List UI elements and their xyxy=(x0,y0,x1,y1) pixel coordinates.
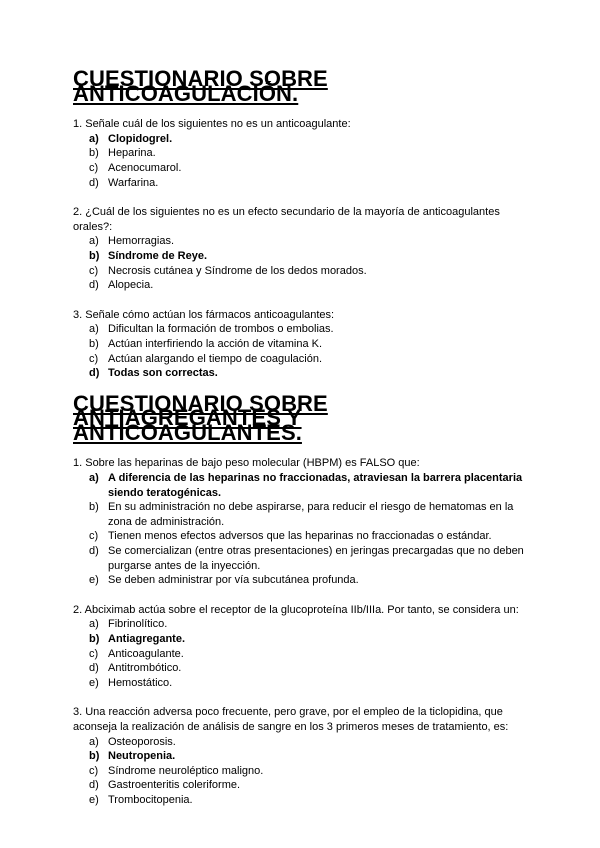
option-d: d) Todas son correctas. xyxy=(89,367,218,380)
option-list xyxy=(73,471,529,588)
option-d: d) Warfarina. xyxy=(89,176,159,189)
option-d: d) Antitrombótico. xyxy=(89,662,182,675)
question-text: 1. Señale cuál de los siguientes no es un anticoagulante: xyxy=(73,118,351,131)
option-b: b) Actúan interfiriendo la acción de vitamina K. xyxy=(89,337,323,350)
option-a: a) A diferencia de las heparinas no fraccionadas, atraviesan la barrera placentaria siendo teratogénicas. xyxy=(89,472,523,499)
question-text: 3. Señale cómo actúan los fármacos anticoagulantes: xyxy=(73,308,335,321)
question-1 xyxy=(73,456,529,587)
option-d: d) Gastroenteritis coleriforme. xyxy=(89,779,241,792)
option-a: a) Osteoporosis. xyxy=(89,735,176,748)
option-d: d) Se comercializan (entre otras presentaciones) en jeringas precargadas que no deben purgarse antes de la inyección. xyxy=(89,545,524,572)
option-b: b) Síndrome de Reye. xyxy=(89,249,208,262)
question-text: 2. ¿Cuál de los siguientes no es un efecto secundario de la mayoría de anticoagulantes orales?: xyxy=(73,206,500,233)
option-a: a) Hemorragias. xyxy=(89,235,175,248)
option-list xyxy=(73,617,529,690)
option-list xyxy=(73,735,529,808)
section-title-anticoagulacion: CUESTIONARIO SOBRE ANTICOAGULACIÓN. xyxy=(73,66,328,106)
option-b: b) En su administración no debe aspirarse, para reducir el riesgo de hematomas en la zona de administración. xyxy=(89,501,514,528)
option-c: c) Necrosis cutánea y Síndrome de los dedos morados. xyxy=(89,264,367,277)
option-list xyxy=(73,234,529,292)
option-e: e) Trombocitopenia. xyxy=(89,793,193,806)
option-c: c) Anticoagulante. xyxy=(89,647,184,660)
question-text: 3. Una reacción adversa poco frecuente, pero grave, por el empleo de la ticlopidina, que aconseja la realización de análisis de sangre en los 3 primeros meses de tratamiento, es: xyxy=(73,706,509,733)
option-d: d) Alopecia. xyxy=(89,279,154,292)
option-c: c) Actúan alargando el tiempo de coagulación. xyxy=(89,352,323,365)
option-b: b) Antiagregante. xyxy=(89,633,186,645)
option-a: a) Clopidogrel. xyxy=(89,132,173,145)
option-list xyxy=(73,132,529,190)
option-e: e) Hemostático. xyxy=(89,676,173,689)
option-list xyxy=(73,322,529,380)
question-3 xyxy=(73,308,529,381)
option-e: e) Se deben administrar por vía subcutánea profunda. xyxy=(89,574,359,587)
option-a: a) Fibrinolítico. xyxy=(89,618,168,631)
question-1 xyxy=(73,117,529,190)
question-3 xyxy=(73,705,529,807)
option-b: b) Heparina. xyxy=(89,147,156,160)
document-page xyxy=(73,66,529,808)
question-text: 2. Abciximab actúa sobre el receptor de la glucoproteína IIb/IIIa. Por tanto, se considera un: xyxy=(73,603,519,616)
option-a: a) Dificultan la formación de trombos o embolias. xyxy=(89,323,334,336)
option-c: c) Tienen menos efectos adversos que las heparinas no fraccionadas o estándar. xyxy=(89,530,492,543)
question-2 xyxy=(73,205,529,293)
option-c: c) Síndrome neuroléptico maligno. xyxy=(89,764,264,777)
option-c: c) Acenocumarol. xyxy=(89,161,182,174)
question-2 xyxy=(73,603,529,691)
section-title-antiagregantes: CUESTIONARIO SOBRE ANTIAGREGANTES Y ANTICOAGULANTES. xyxy=(73,390,328,445)
option-b: b) Neutropenia. xyxy=(89,750,176,763)
question-text: 1. Sobre las heparinas de bajo peso molecular (HBPM) es FALSO que: xyxy=(73,457,420,470)
